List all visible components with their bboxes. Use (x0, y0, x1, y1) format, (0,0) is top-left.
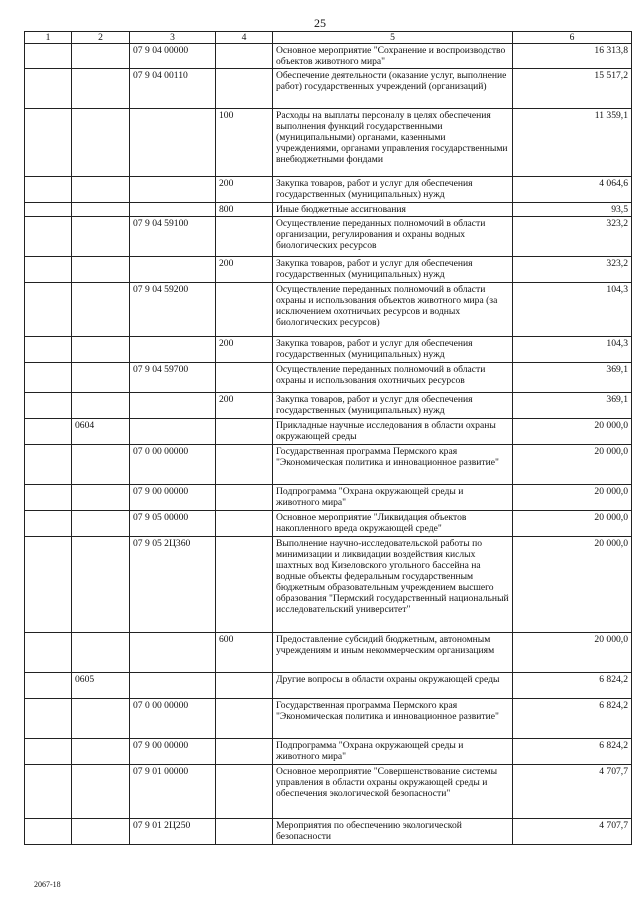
cell-expenditure-type (216, 363, 273, 393)
cell-expenditure-type (216, 819, 273, 845)
cell-section-code (72, 283, 130, 337)
cell-target-article: 07 9 01 00000 (130, 765, 216, 819)
cell-expenditure-type: 100 (216, 109, 273, 177)
cell-section-code (72, 337, 130, 363)
cell-amount: 20 000,0 (513, 633, 632, 673)
header-col-5: 5 (273, 32, 513, 44)
table-row (25, 177, 632, 203)
cell-section-code (72, 699, 130, 739)
cell-name: Иные бюджетные ассигнования (273, 203, 513, 217)
table-row (25, 765, 632, 819)
cell-expenditure-type (216, 537, 273, 633)
document-footer-code: 2067-18 (34, 880, 61, 889)
cell-target-article: 07 9 04 59700 (130, 363, 216, 393)
cell-col-1 (25, 69, 72, 109)
table-row (25, 337, 632, 363)
cell-target-article: 07 9 04 59100 (130, 217, 216, 257)
cell-col-1 (25, 177, 72, 203)
cell-target-article (130, 203, 216, 217)
cell-expenditure-type: 200 (216, 177, 273, 203)
cell-expenditure-type (216, 283, 273, 337)
cell-amount: 104,3 (513, 337, 632, 363)
table-row (25, 44, 632, 69)
table-row (25, 819, 632, 845)
cell-section-code (72, 633, 130, 673)
header-row (25, 32, 632, 44)
cell-name: Прикладные научные исследования в области охраны окружающей среды (273, 419, 513, 445)
cell-target-article (130, 177, 216, 203)
cell-section-code (72, 485, 130, 511)
cell-section-code (72, 739, 130, 765)
table-row (25, 217, 632, 257)
table-row (25, 393, 632, 419)
cell-col-1 (25, 283, 72, 337)
table-row (25, 511, 632, 537)
cell-name: Обеспечение деятельности (оказание услуг, выполнение работ) государственных учреждений (организаций) (273, 69, 513, 109)
cell-target-article (130, 673, 216, 699)
cell-name: Выполнение научно-исследовательской работы по минимизации и ликвидации воздействия кислых шахтных вод Кизеловского угольного бассейна на водные объекты федеральным государственным бюджетным образовательным учреждением высшего образования "Пермский государственный национальный исследовательский университет" (273, 537, 513, 633)
cell-expenditure-type (216, 419, 273, 445)
cell-amount: 4 707,7 (513, 765, 632, 819)
cell-target-article: 07 0 00 00000 (130, 699, 216, 739)
cell-col-1 (25, 739, 72, 765)
cell-name: Закупка товаров, работ и услуг для обеспечения государственных (муниципальных) нужд (273, 177, 513, 203)
cell-target-article (130, 419, 216, 445)
cell-target-article (130, 633, 216, 673)
cell-col-1 (25, 393, 72, 419)
table-row (25, 739, 632, 765)
cell-col-1 (25, 419, 72, 445)
cell-col-1 (25, 633, 72, 673)
cell-section-code (72, 511, 130, 537)
cell-col-1 (25, 363, 72, 393)
cell-target-article: 07 9 04 59200 (130, 283, 216, 337)
cell-amount: 369,1 (513, 363, 632, 393)
budget-table (24, 31, 632, 845)
cell-amount: 323,2 (513, 257, 632, 283)
cell-section-code (72, 445, 130, 485)
cell-name: Закупка товаров, работ и услуг для обеспечения государственных (муниципальных) нужд (273, 257, 513, 283)
table-row (25, 485, 632, 511)
cell-expenditure-type (216, 69, 273, 109)
cell-target-article: 07 9 05 2Ц360 (130, 537, 216, 633)
cell-target-article (130, 257, 216, 283)
cell-name: Закупка товаров, работ и услуг для обеспечения государственных (муниципальных) нужд (273, 393, 513, 419)
cell-amount: 6 824,2 (513, 673, 632, 699)
cell-section-code: 0604 (72, 419, 130, 445)
cell-target-article: 07 9 05 00000 (130, 511, 216, 537)
cell-section-code (72, 393, 130, 419)
cell-amount: 93,5 (513, 203, 632, 217)
cell-target-article (130, 393, 216, 419)
cell-expenditure-type (216, 485, 273, 511)
table-row (25, 699, 632, 739)
cell-col-1 (25, 537, 72, 633)
cell-name: Расходы на выплаты персоналу в целях обеспечения выполнения функций государственными (муниципальными) органами, казенными учреждениями, органами управления государственными внебюджетными фондами (273, 109, 513, 177)
table-row (25, 445, 632, 485)
cell-expenditure-type (216, 699, 273, 739)
cell-amount: 20 000,0 (513, 419, 632, 445)
table-row (25, 673, 632, 699)
cell-name: Осуществление переданных полномочий в области охраны и использования охотничьих ресурсов (273, 363, 513, 393)
cell-section-code (72, 363, 130, 393)
cell-expenditure-type (216, 765, 273, 819)
table-row (25, 419, 632, 445)
cell-col-1 (25, 217, 72, 257)
cell-amount: 6 824,2 (513, 739, 632, 765)
cell-name: Осуществление переданных полномочий в области охраны и использования объектов животного мира (за исключением охотничьих ресурсов и водных биологических ресурсов) (273, 283, 513, 337)
cell-col-1 (25, 44, 72, 69)
cell-section-code (72, 203, 130, 217)
cell-section-code (72, 765, 130, 819)
cell-col-1 (25, 673, 72, 699)
cell-name: Основное мероприятие "Сохранение и воспроизводство объектов животного мира" (273, 44, 513, 69)
cell-col-1 (25, 485, 72, 511)
cell-amount: 4 707,7 (513, 819, 632, 845)
cell-section-code: 0605 (72, 673, 130, 699)
cell-amount: 104,3 (513, 283, 632, 337)
cell-name: Подпрограмма "Охрана окружающей среды и животного мира" (273, 739, 513, 765)
cell-col-1 (25, 203, 72, 217)
cell-expenditure-type (216, 739, 273, 765)
header-col-4: 4 (216, 32, 273, 44)
cell-name: Мероприятия по обеспечению экологической безопасности (273, 819, 513, 845)
cell-amount: 20 000,0 (513, 511, 632, 537)
cell-amount: 16 313,8 (513, 44, 632, 69)
table-row (25, 109, 632, 177)
cell-section-code (72, 257, 130, 283)
cell-expenditure-type: 200 (216, 257, 273, 283)
cell-amount: 20 000,0 (513, 485, 632, 511)
cell-amount: 15 517,2 (513, 69, 632, 109)
table-row (25, 283, 632, 337)
cell-expenditure-type (216, 673, 273, 699)
page-number: 25 (314, 16, 326, 30)
table-row (25, 537, 632, 633)
cell-expenditure-type (216, 44, 273, 69)
cell-target-article: 07 9 00 00000 (130, 739, 216, 765)
cell-amount: 20 000,0 (513, 537, 632, 633)
cell-amount: 323,2 (513, 217, 632, 257)
cell-section-code (72, 537, 130, 633)
cell-name: Другие вопросы в области охраны окружающей среды (273, 673, 513, 699)
cell-expenditure-type: 600 (216, 633, 273, 673)
cell-col-1 (25, 699, 72, 739)
cell-name: Основное мероприятие "Совершенствование системы управления в области охраны окружающей среды и обеспечения экологической безопасности" (273, 765, 513, 819)
header-col-3: 3 (130, 32, 216, 44)
cell-amount: 20 000,0 (513, 445, 632, 485)
table-row (25, 633, 632, 673)
cell-name: Закупка товаров, работ и услуг для обеспечения государственных (муниципальных) нужд (273, 337, 513, 363)
cell-expenditure-type: 200 (216, 337, 273, 363)
cell-section-code (72, 217, 130, 257)
cell-target-article: 07 9 04 00110 (130, 69, 216, 109)
cell-expenditure-type (216, 217, 273, 257)
cell-expenditure-type: 200 (216, 393, 273, 419)
cell-col-1 (25, 109, 72, 177)
cell-section-code (72, 44, 130, 69)
cell-section-code (72, 819, 130, 845)
cell-target-article (130, 109, 216, 177)
table-row (25, 203, 632, 217)
cell-col-1 (25, 765, 72, 819)
cell-target-article: 07 9 04 00000 (130, 44, 216, 69)
cell-target-article (130, 337, 216, 363)
cell-target-article: 07 0 00 00000 (130, 445, 216, 485)
cell-name: Основное мероприятие "Ликвидация объектов накопленного вреда окружающей среде" (273, 511, 513, 537)
cell-name: Подпрограмма "Охрана окружающей среды и животного мира" (273, 485, 513, 511)
cell-col-1 (25, 511, 72, 537)
cell-target-article: 07 9 01 2Ц250 (130, 819, 216, 845)
header-col-2: 2 (72, 32, 130, 44)
header-col-1: 1 (25, 32, 72, 44)
cell-expenditure-type (216, 511, 273, 537)
cell-expenditure-type (216, 445, 273, 485)
cell-name: Государственная программа Пермского края "Экономическая политика и инновационное развитие" (273, 699, 513, 739)
table-row (25, 69, 632, 109)
cell-section-code (72, 109, 130, 177)
header-col-6: 6 (513, 32, 632, 44)
cell-col-1 (25, 337, 72, 363)
cell-name: Предоставление субсидий бюджетным, автономным учреждениям и иным некоммерческим организациям (273, 633, 513, 673)
cell-amount: 11 359,1 (513, 109, 632, 177)
cell-amount: 4 064,6 (513, 177, 632, 203)
cell-expenditure-type: 800 (216, 203, 273, 217)
cell-target-article: 07 9 00 00000 (130, 485, 216, 511)
table-header (25, 32, 632, 44)
cell-col-1 (25, 257, 72, 283)
cell-col-1 (25, 819, 72, 845)
cell-amount: 6 824,2 (513, 699, 632, 739)
cell-section-code (72, 177, 130, 203)
cell-col-1 (25, 445, 72, 485)
cell-name: Государственная программа Пермского края "Экономическая политика и инновационное развитие" (273, 445, 513, 485)
table-row (25, 257, 632, 283)
table-row (25, 363, 632, 393)
cell-section-code (72, 69, 130, 109)
cell-amount: 369,1 (513, 393, 632, 419)
cell-name: Осуществление переданных полномочий в области организации, регулирования и охраны водных биологических ресурсов (273, 217, 513, 257)
table-body (25, 44, 632, 845)
